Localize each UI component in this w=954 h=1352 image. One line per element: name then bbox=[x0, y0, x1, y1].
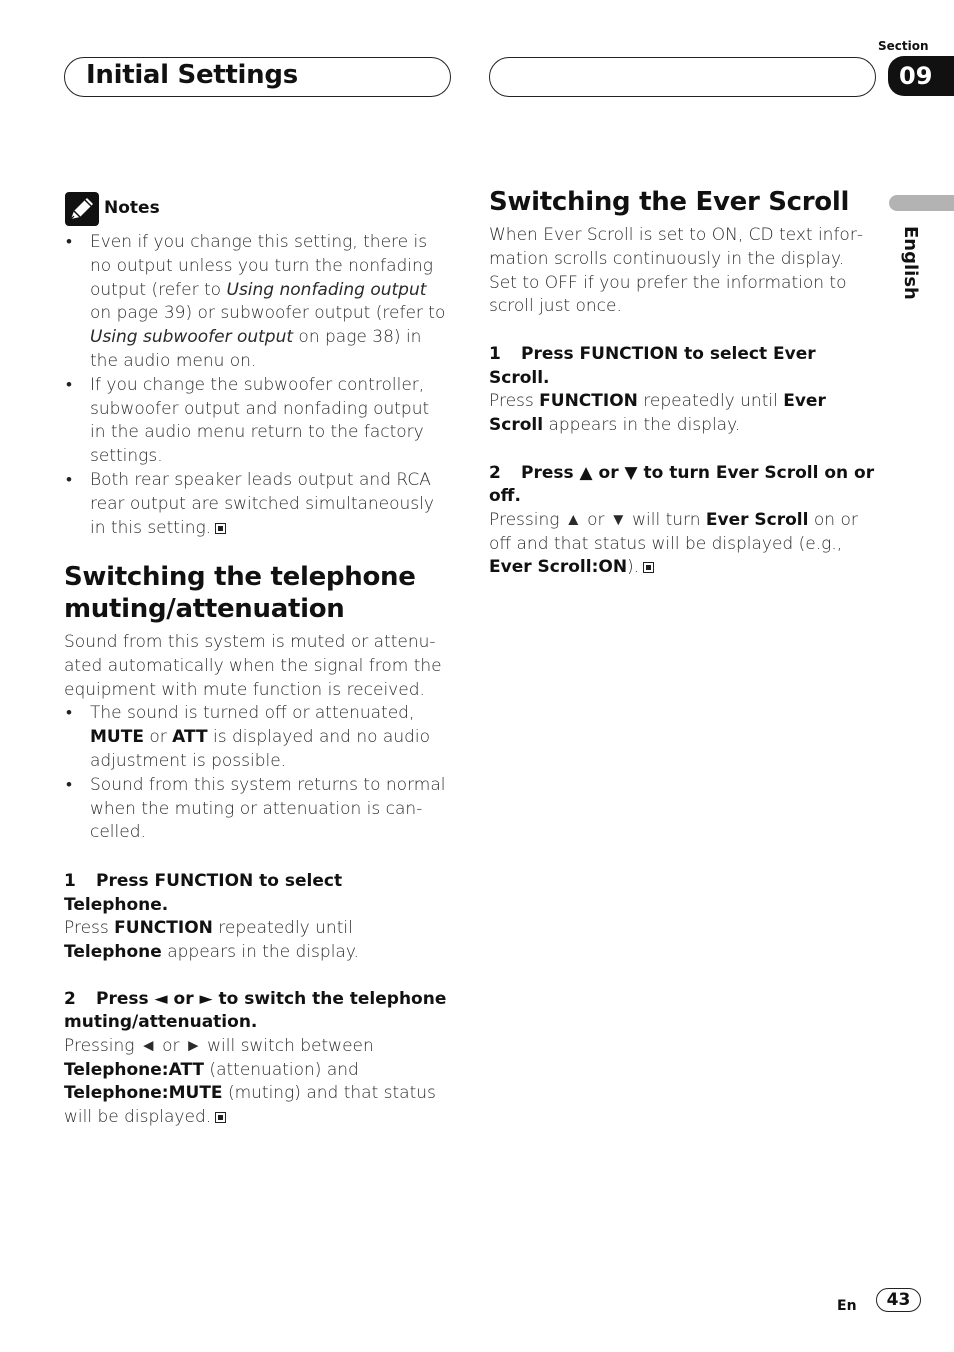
step-number: 1 bbox=[64, 871, 76, 892]
step-text: repeatedly until bbox=[637, 391, 784, 412]
step-text: repeatedly until bbox=[212, 918, 353, 939]
header-blank-frame bbox=[489, 57, 876, 97]
step-bold: FUNCTION bbox=[539, 391, 638, 412]
ever-scroll-step-1-title bbox=[489, 343, 875, 390]
page-number: 43 bbox=[876, 1288, 921, 1312]
telephone-step-2-body bbox=[64, 1035, 452, 1130]
step-text: appears in the display. bbox=[161, 941, 359, 962]
telephone-section bbox=[64, 561, 452, 1130]
page-title: Initial Settings bbox=[86, 60, 298, 90]
notes-list-block bbox=[64, 231, 450, 540]
ever-scroll-intro: When Ever Scroll is set to ON, CD text information scrolls continuously in the display. Set to OFF if you prefer the information to scroll just once. bbox=[489, 225, 863, 317]
step-title: Press ◄ or ► to switch the telephone muting/attenuation. bbox=[64, 988, 447, 1033]
step-bold: Telephone:MUTE bbox=[64, 1083, 223, 1104]
step-text: ). bbox=[627, 557, 640, 578]
note-text: Even if you change this setting, there is no output unless you turn the nonfading output (refer to bbox=[90, 232, 433, 300]
ever-scroll-step-1-body bbox=[489, 390, 875, 438]
telephone-heading: Switching the telephone muting/attenuation bbox=[64, 562, 416, 624]
step-title: Press ▲ or ▼ to turn Ever Scroll on or off. bbox=[489, 462, 875, 507]
step-bold: FUNCTION bbox=[114, 918, 213, 939]
note-item bbox=[64, 469, 450, 540]
bullet-text: is displayed and no audio adjustment is possible. bbox=[90, 727, 431, 771]
note-item bbox=[64, 231, 450, 374]
section-label: Section bbox=[878, 39, 929, 53]
end-mark-icon bbox=[643, 562, 654, 573]
step-number: 2 bbox=[489, 462, 501, 483]
bullet-text: or bbox=[143, 727, 173, 748]
bullet-bold: ATT bbox=[172, 727, 208, 748]
step-bold: Ever Scroll bbox=[705, 509, 809, 530]
telephone-intro: Sound from this system is muted or attenuated automatically when the signal from the equipment with mute function is received. bbox=[64, 632, 442, 700]
note-ref-italic: Using nonfading output bbox=[226, 279, 427, 300]
notes-title: Notes bbox=[104, 198, 160, 218]
bullet-bold: MUTE bbox=[90, 727, 144, 748]
step-title: Press FUNCTION to select Ever Scroll. bbox=[489, 344, 816, 388]
telephone-bullet bbox=[64, 702, 452, 773]
telephone-step-2-title bbox=[64, 988, 452, 1035]
step-bold: Ever Scroll bbox=[489, 391, 826, 435]
ever-scroll-heading: Switching the Ever Scroll bbox=[489, 187, 850, 217]
notes-list bbox=[64, 231, 450, 540]
footer-language: En bbox=[837, 1298, 857, 1314]
language-tab-bar bbox=[889, 195, 954, 211]
telephone-step-1-title bbox=[64, 870, 452, 917]
note-text: Both rear speaker leads output and RCA rear output are switched simultaneously in this setting. bbox=[90, 469, 434, 538]
step-number: 1 bbox=[489, 344, 501, 365]
bullet-text: The sound is turned off or attenuated, bbox=[90, 703, 415, 724]
step-text: (muting) and that status will be displayed. bbox=[64, 1083, 436, 1128]
telephone-bullets bbox=[64, 702, 452, 845]
step-bold: Telephone:ATT bbox=[64, 1059, 205, 1080]
step-text: appears in the display. bbox=[543, 414, 741, 435]
note-text: on page 39) or subwoofer output (refer to bbox=[90, 303, 446, 324]
step-text: Press bbox=[489, 391, 540, 412]
step-text: Press bbox=[64, 918, 115, 939]
pencil-note-icon-svg bbox=[65, 192, 99, 226]
telephone-bullet: • Sound from this system returns to normal when the muting or attenuation is cancelled. bbox=[64, 774, 452, 845]
telephone-step-1-body bbox=[64, 917, 452, 965]
note-item: • If you change the subwoofer controller, subwoofer output and nonfading output in the audio menu return to the factory settings. bbox=[64, 374, 450, 469]
step-number: 2 bbox=[64, 988, 76, 1009]
section-number-badge: 09 bbox=[888, 56, 954, 96]
pencil-note-icon bbox=[65, 192, 99, 226]
step-text: Pressing ◄ or ► will switch between bbox=[64, 1035, 374, 1056]
end-mark-icon bbox=[215, 1112, 226, 1123]
step-text: on or off and that status will be displayed (e.g., bbox=[489, 509, 858, 554]
step-bold: Ever Scroll:ON bbox=[489, 557, 628, 578]
end-mark-icon bbox=[215, 523, 226, 534]
note-text: on page 38) in the audio menu on. bbox=[90, 327, 422, 371]
language-label: English bbox=[900, 226, 921, 300]
step-title: Press FUNCTION to select Telephone. bbox=[64, 871, 343, 915]
ever-scroll-section bbox=[489, 186, 875, 580]
ever-scroll-step-2-body bbox=[489, 509, 875, 580]
step-text: (attenuation) and bbox=[204, 1059, 359, 1080]
note-ref-italic: Using subwoofer output bbox=[90, 327, 294, 348]
step-text: Pressing ▲ or ▼ will turn bbox=[489, 509, 706, 530]
ever-scroll-step-2-title bbox=[489, 462, 875, 509]
step-bold: Telephone bbox=[64, 941, 162, 962]
